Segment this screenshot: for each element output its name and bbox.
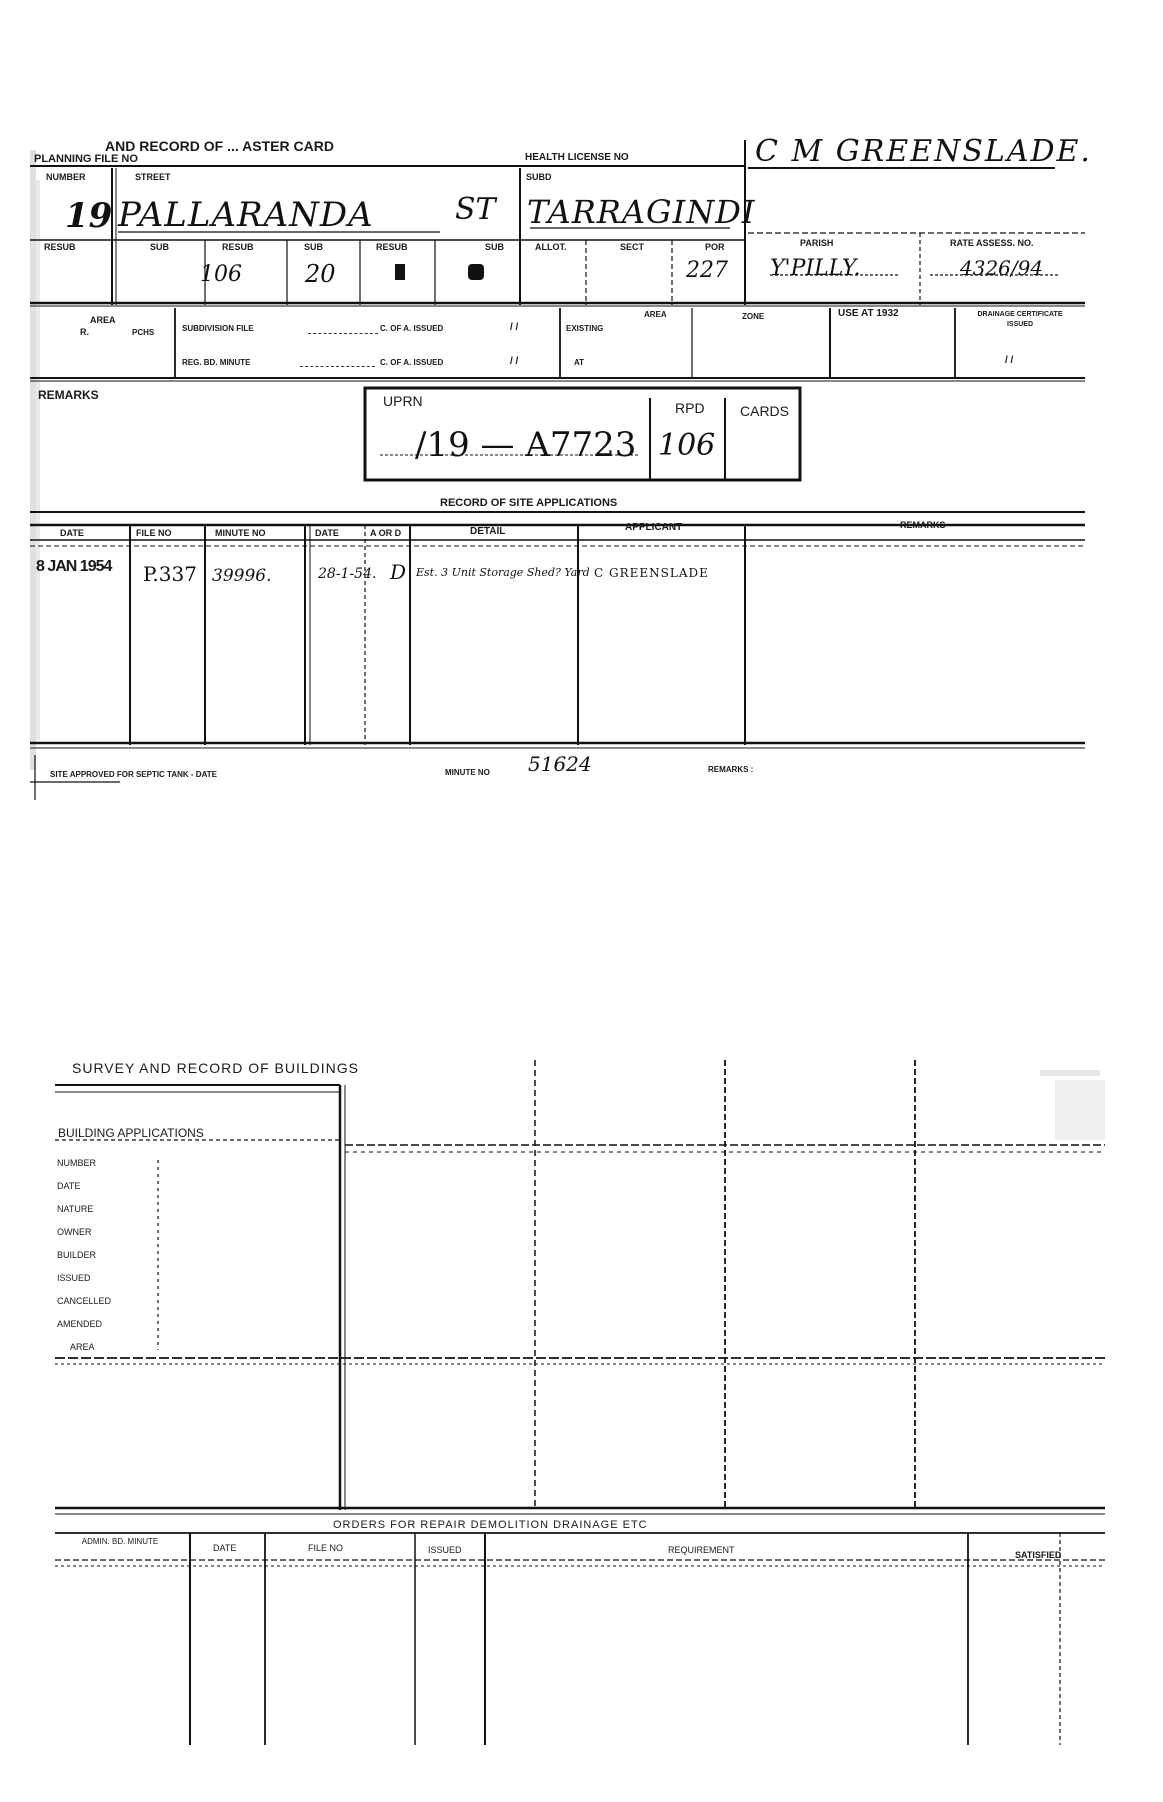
- uprn-value: /19 — A7723: [415, 425, 637, 465]
- c-of-a-date: / /: [510, 322, 519, 333]
- owner-name: C M GREENSLADE.: [755, 134, 1092, 169]
- street-value: PALLARANDA: [118, 195, 374, 235]
- redacted-mark-2: [468, 264, 484, 280]
- resub-label: RESUB: [44, 242, 76, 252]
- row-applicant: C GREENSLADE: [594, 566, 709, 580]
- sub-label-3: SUB: [485, 242, 505, 252]
- rate-label: RATE ASSESS. NO.: [950, 238, 1034, 248]
- field-area: AREA: [70, 1342, 95, 1352]
- at-label: AT: [574, 358, 585, 367]
- col-minute-no: MINUTE NO: [215, 528, 266, 538]
- resub-value-2: 20: [305, 260, 336, 288]
- reg-bd-minute-blank: [300, 366, 375, 367]
- parish-value: Y'PILLY.: [770, 256, 861, 281]
- site-applications-title: RECORD OF SITE APPLICATIONS: [440, 497, 618, 509]
- existing-label: EXISTING: [566, 324, 604, 333]
- orders-title: ORDERS FOR REPAIR DEMOLITION DRAINAGE ETC: [333, 1519, 648, 1531]
- col-applicant: APPLICANT: [625, 522, 683, 533]
- col-date-2: DATE: [315, 528, 339, 538]
- field-builder: BUILDER: [57, 1250, 97, 1260]
- number-value: 19: [65, 196, 113, 236]
- remarks-label: REMARKS: [38, 388, 99, 402]
- c-of-a-issued-label: C. OF A. ISSUED: [380, 324, 444, 333]
- col-file-no: FILE NO: [136, 528, 172, 538]
- field-date: DATE: [57, 1181, 81, 1191]
- rpd-value: 106: [658, 428, 716, 463]
- building-applications-label: BUILDING APPLICATIONS: [58, 1126, 204, 1140]
- row-minute-no: 39996.: [212, 566, 272, 586]
- row-detail: Est. 3 Unit Storage Shed? Yard: [416, 566, 590, 579]
- drainage-date: / /: [1005, 355, 1014, 366]
- resub-label-1: RESUB: [222, 242, 254, 252]
- sub-label-2: SUB: [304, 242, 324, 252]
- orders-col-satisfied: SATISFIED: [1015, 1550, 1062, 1560]
- parish-label: PARISH: [800, 238, 834, 248]
- cards-label: CARDS: [740, 403, 790, 419]
- field-issued: ISSUED: [57, 1273, 91, 1283]
- field-number: NUMBER: [57, 1158, 97, 1168]
- street-label: STREET: [135, 172, 171, 182]
- por-value: 227: [686, 258, 728, 283]
- pchs-label: PCHS: [132, 328, 155, 337]
- card-title: AND RECORD OF ... ASTER CARD: [105, 138, 334, 154]
- orders-col-issued: ISSUED: [428, 1545, 462, 1555]
- subdiv-label: SUBD: [526, 172, 552, 182]
- drainage-cert-label: DRAINAGE CERTIFICATE ISSUED: [977, 311, 1063, 328]
- field-owner: OWNER: [57, 1227, 92, 1237]
- minute-no-value: 51624: [528, 752, 592, 776]
- orders-col-date: DATE: [213, 1543, 237, 1553]
- sub-label-1: SUB: [150, 242, 170, 252]
- col-detail: DETAIL: [470, 526, 506, 537]
- area2-label: AREA: [644, 310, 667, 319]
- field-nature: NATURE: [57, 1204, 94, 1214]
- row-date2: 28-1-54.: [318, 566, 377, 582]
- c-of-a-date-2: / /: [510, 356, 519, 367]
- row-date: 8 JAN 1954: [36, 558, 112, 575]
- remarks2-label: REMARKS :: [708, 765, 754, 774]
- buildings-title: SURVEY AND RECORD OF BUILDINGS: [72, 1060, 359, 1076]
- subdivision-file-blank: [308, 333, 378, 334]
- subdivision-file-label: SUBDIVISION FILE: [182, 324, 254, 333]
- rpd-label: RPD: [675, 400, 705, 416]
- c-of-a-issued-label-2: C. OF A. ISSUED: [380, 358, 444, 367]
- field-amended: AMENDED: [57, 1319, 103, 1329]
- area-label: AREA: [90, 315, 116, 325]
- r-label: R.: [80, 327, 89, 337]
- health-license-label: HEALTH LICENSE NO: [525, 152, 629, 163]
- reg-bd-minute-label: REG. BD. MINUTE: [182, 358, 251, 367]
- por-label: POR: [705, 242, 725, 252]
- col-remarks: REMARKS: [900, 520, 946, 530]
- col-date: DATE: [60, 528, 84, 538]
- uprn-label: UPRN: [383, 393, 423, 409]
- orders-col-minute: ADMIN. BD. MINUTE: [81, 1537, 159, 1546]
- allot-label: ALLOT.: [535, 242, 567, 252]
- col-a-or-d: A OR D: [370, 528, 402, 538]
- orders-col-requirement: REQUIREMENT: [668, 1545, 735, 1555]
- use-at-1932-label: USE AT 1932: [838, 308, 899, 319]
- field-cancelled: CANCELLED: [57, 1296, 112, 1306]
- rate-value: 4326/94: [960, 256, 1044, 280]
- redacted-mark-1: [395, 264, 405, 280]
- minute-no-label: MINUTE NO: [445, 768, 490, 777]
- suburb-value: TARRAGINDI: [527, 193, 756, 231]
- orders-col-file-no: FILE NO: [308, 1543, 344, 1553]
- resub-value-1: 106: [200, 262, 242, 287]
- sect-label: SECT: [620, 242, 645, 252]
- planning-file-label: PLANNING FILE NO: [34, 153, 138, 165]
- resub-label-2: RESUB: [376, 242, 408, 252]
- row-file-no: P.337: [143, 562, 197, 586]
- zone-label: ZONE: [742, 312, 765, 321]
- row-a-or-d: D: [390, 560, 407, 584]
- street-type: ST: [455, 192, 496, 227]
- septic-label: SITE APPROVED FOR SEPTIC TANK - DATE: [50, 770, 217, 779]
- number-label: NUMBER: [46, 172, 86, 182]
